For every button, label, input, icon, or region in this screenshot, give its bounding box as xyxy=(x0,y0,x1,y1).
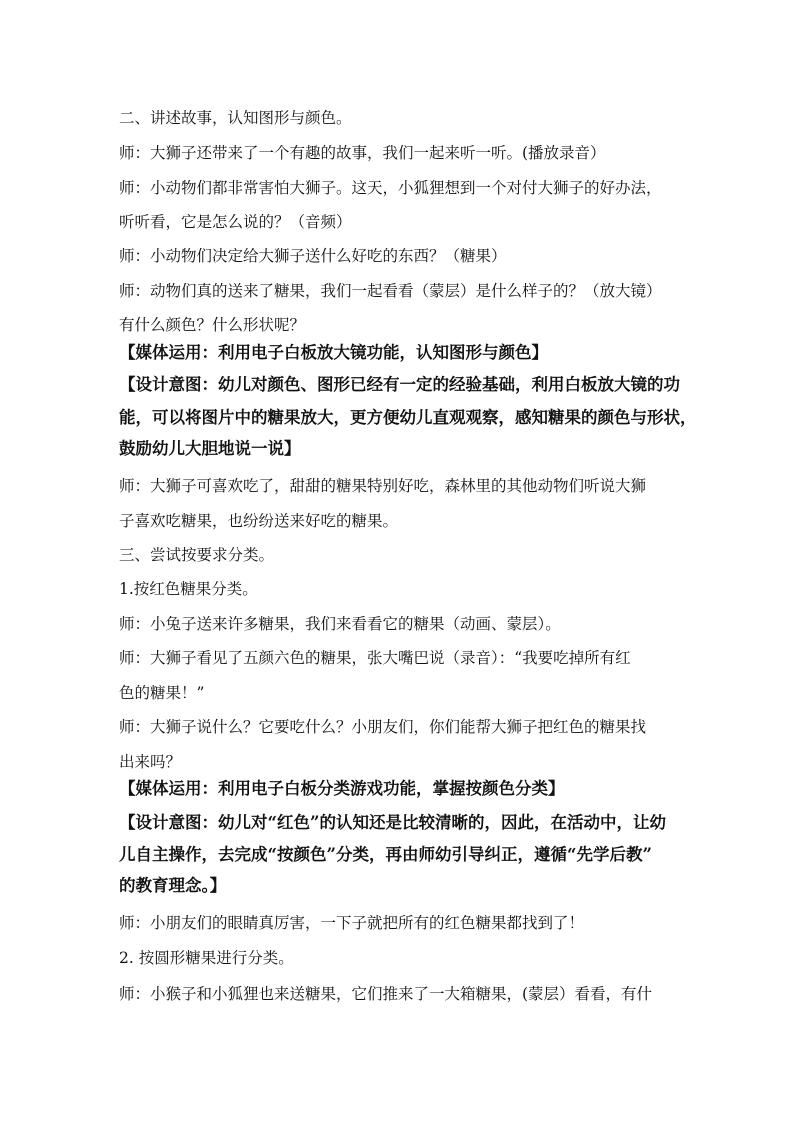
section-heading-2: 二、讲述故事，认知图形与颜色。 xyxy=(119,109,352,127)
paragraph-line: 听听看，它是怎么说的？（音频） xyxy=(119,213,352,231)
design-intent-line: 儿自主操作，去完成“按颜色”分类，再由师幼引导纠正，遵循“先学后教” xyxy=(119,845,652,864)
paragraph-line: 师：小猴子和小狐狸也来送糖果，它们推来了一大箱糖果，(蒙层）看看，有什 xyxy=(119,985,653,1003)
paragraph-line: 师：大狮子还带来了一个有趣的故事，我们一起来听一听。(播放录音） xyxy=(119,144,606,162)
design-intent-line: 能，可以将图片中的糖果放大，更方便幼儿直观观察，感知糖果的颜色与形状， xyxy=(119,408,697,427)
paragraph-line: 师：小兔子送来许多糖果，我们来看看它的糖果（动画、蒙层）。 xyxy=(119,615,561,633)
paragraph-line: 师：动物们真的送来了糖果，我们一起看看（蒙层）是什么样子的？（放大镜） xyxy=(119,282,662,300)
design-intent-line: 【设计意图：幼儿对颜色、图形已经有一定的经验基础，利用白板放大镜的功 xyxy=(119,375,680,394)
subheading: 2. 按圆形糖果进行分类。 xyxy=(119,949,294,967)
paragraph-line: 师：小朋友们的眼睛真厉害，一下子就把所有的红色糖果都找到了！ xyxy=(119,914,585,932)
paragraph-line: 子喜欢吃糖果，也纷纷送来好吃的糖果。 xyxy=(119,512,399,530)
design-intent-line: 的教育理念。】 xyxy=(119,876,227,895)
paragraph-line: 出来吗？ xyxy=(119,753,182,771)
design-intent-line: 鼓励幼儿大胆地说一说】 xyxy=(119,439,301,458)
paragraph-line: 师：小动物们决定给大狮子送什么好吃的东西？（糖果） xyxy=(119,247,507,265)
design-intent-line: 【设计意图：幼儿对“红色”的认知还是比较清晰的，因此，在活动中，让幼 xyxy=(119,813,666,832)
paragraph-line: 师：大狮子可喜欢吃了，甜甜的糖果特别好吃，森林里的其他动物们听说大狮 xyxy=(119,477,647,495)
paragraph-line: 师：大狮子看见了五颜六色的糖果，张大嘴巴说（录音）：“我要吃掉所有红 xyxy=(119,649,631,667)
section-heading-3: 三、尝试按要求分类。 xyxy=(119,546,275,564)
paragraph-line: 师：大狮子说什么？它要吃什么？小朋友们，你们能帮大狮子把红色的糖果找 xyxy=(119,718,647,736)
subheading: 1.按红色糖果分类。 xyxy=(119,580,258,598)
paragraph-line: 有什么颜色？什么形状呢？ xyxy=(119,316,306,334)
paragraph-line: 师：小动物们都非常害怕大狮子。这天，小狐狸想到一个对付大狮子的好办法， xyxy=(119,179,662,197)
media-note: 【媒体运用：利用电子白板放大镜功能，认知图形与颜色】 xyxy=(119,343,548,362)
media-note: 【媒体运用：利用电子白板分类游戏功能，掌握按颜色分类】 xyxy=(119,779,565,798)
paragraph-line: 色的糖果！” xyxy=(119,684,205,702)
